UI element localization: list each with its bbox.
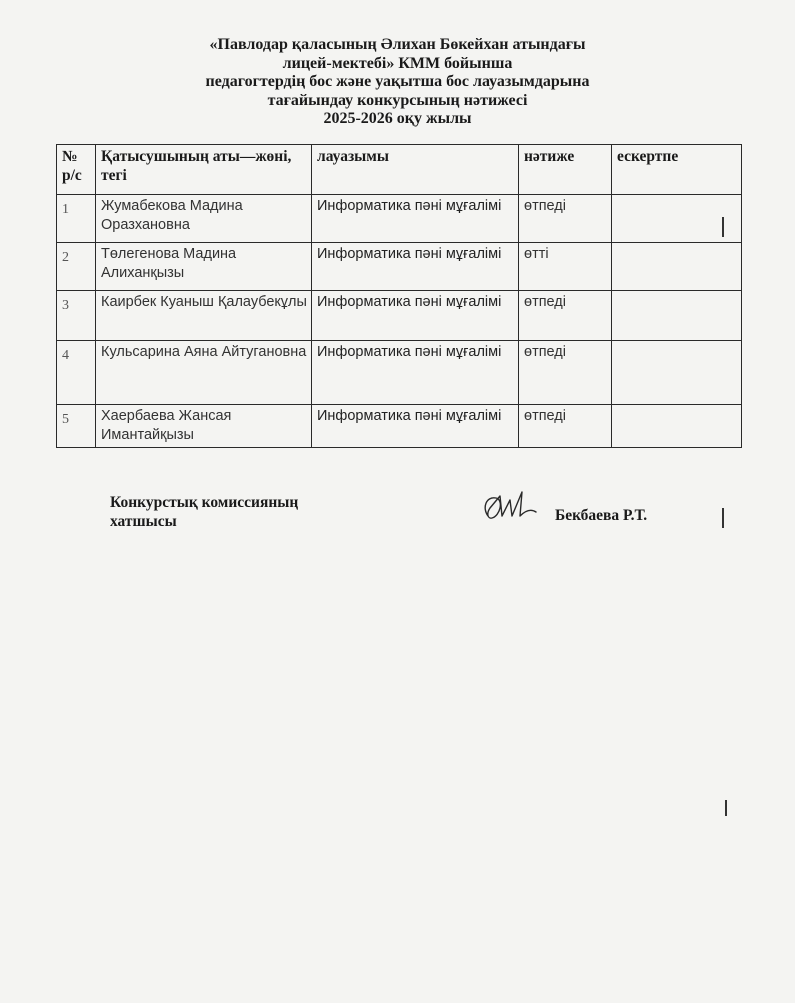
- position-cell: Информатика пәні мұғалімі: [312, 341, 519, 405]
- participant-name: Төлегенова Мадина Алиханқызы: [96, 243, 312, 291]
- column-header-number: № р/с: [57, 145, 96, 195]
- title-line-2: лицей-мектебі» КММ бойынша: [282, 54, 513, 72]
- row-number: 5: [57, 405, 96, 448]
- position-cell: Информатика пәні мұғалімі: [312, 291, 519, 341]
- row-number: 3: [57, 291, 96, 341]
- column-header-name: Қатысушының аты—жөні, тегі: [96, 145, 312, 195]
- note-cell: [612, 291, 742, 341]
- participant-name: Хаербаева Жансая Имантайқызы: [96, 405, 312, 448]
- handwritten-signature: [480, 486, 550, 526]
- title-line-1: «Павлодар қаласының Әлихан Бөкейхан атындағы: [209, 36, 586, 53]
- result-cell: өтпеді: [519, 341, 612, 405]
- participant-name: Каирбек Куаныш Қалаубекұлы: [96, 291, 312, 341]
- commission-secretary-label: [110, 493, 298, 531]
- table-row: [57, 243, 742, 291]
- column-header-note: ескертпе: [612, 145, 742, 195]
- result-cell: өтпеді: [519, 195, 612, 243]
- result-cell: өтті: [519, 243, 612, 291]
- table-header-row: [57, 145, 742, 195]
- table-row: [57, 195, 742, 243]
- table-row: [57, 291, 742, 341]
- title-line-4: тағайындау конкурсының нәтижесі: [267, 91, 528, 109]
- table-row: [57, 405, 742, 448]
- participant-name: Жумабекова Мадина Оразхановна: [96, 195, 312, 243]
- row-number: 4: [57, 341, 96, 405]
- row-number: 1: [57, 195, 96, 243]
- result-cell: өтпеді: [519, 291, 612, 341]
- title-line-3: педагогтердің бос және уақытша бос лауазымдарына: [205, 73, 590, 90]
- column-header-result: нәтиже: [519, 145, 612, 195]
- note-cell: [612, 405, 742, 448]
- document-title: [0, 36, 795, 129]
- note-cell: [612, 341, 742, 405]
- results-table: [56, 144, 742, 448]
- note-cell: [612, 243, 742, 291]
- table-row: [57, 341, 742, 405]
- margin-mark: [725, 800, 727, 816]
- position-cell: Информатика пәні мұғалімі: [312, 405, 519, 448]
- margin-mark: [722, 217, 724, 237]
- secretary-label-line-1: Конкурстық комиссияның: [110, 494, 299, 511]
- secretary-label-line-2: хатшысы: [110, 513, 177, 530]
- position-cell: Информатика пәні мұғалімі: [312, 195, 519, 243]
- participant-name: Кульсарина Аяна Айтугановна: [96, 341, 312, 405]
- result-cell: өтпеді: [519, 405, 612, 448]
- row-number: 2: [57, 243, 96, 291]
- signer-name: Бекбаева Р.Т.: [555, 507, 648, 524]
- position-cell: Информатика пәні мұғалімі: [312, 243, 519, 291]
- margin-mark: [722, 508, 724, 528]
- title-line-5: 2025-2026 оқу жылы: [323, 110, 472, 127]
- column-header-position: лауазымы: [312, 145, 519, 195]
